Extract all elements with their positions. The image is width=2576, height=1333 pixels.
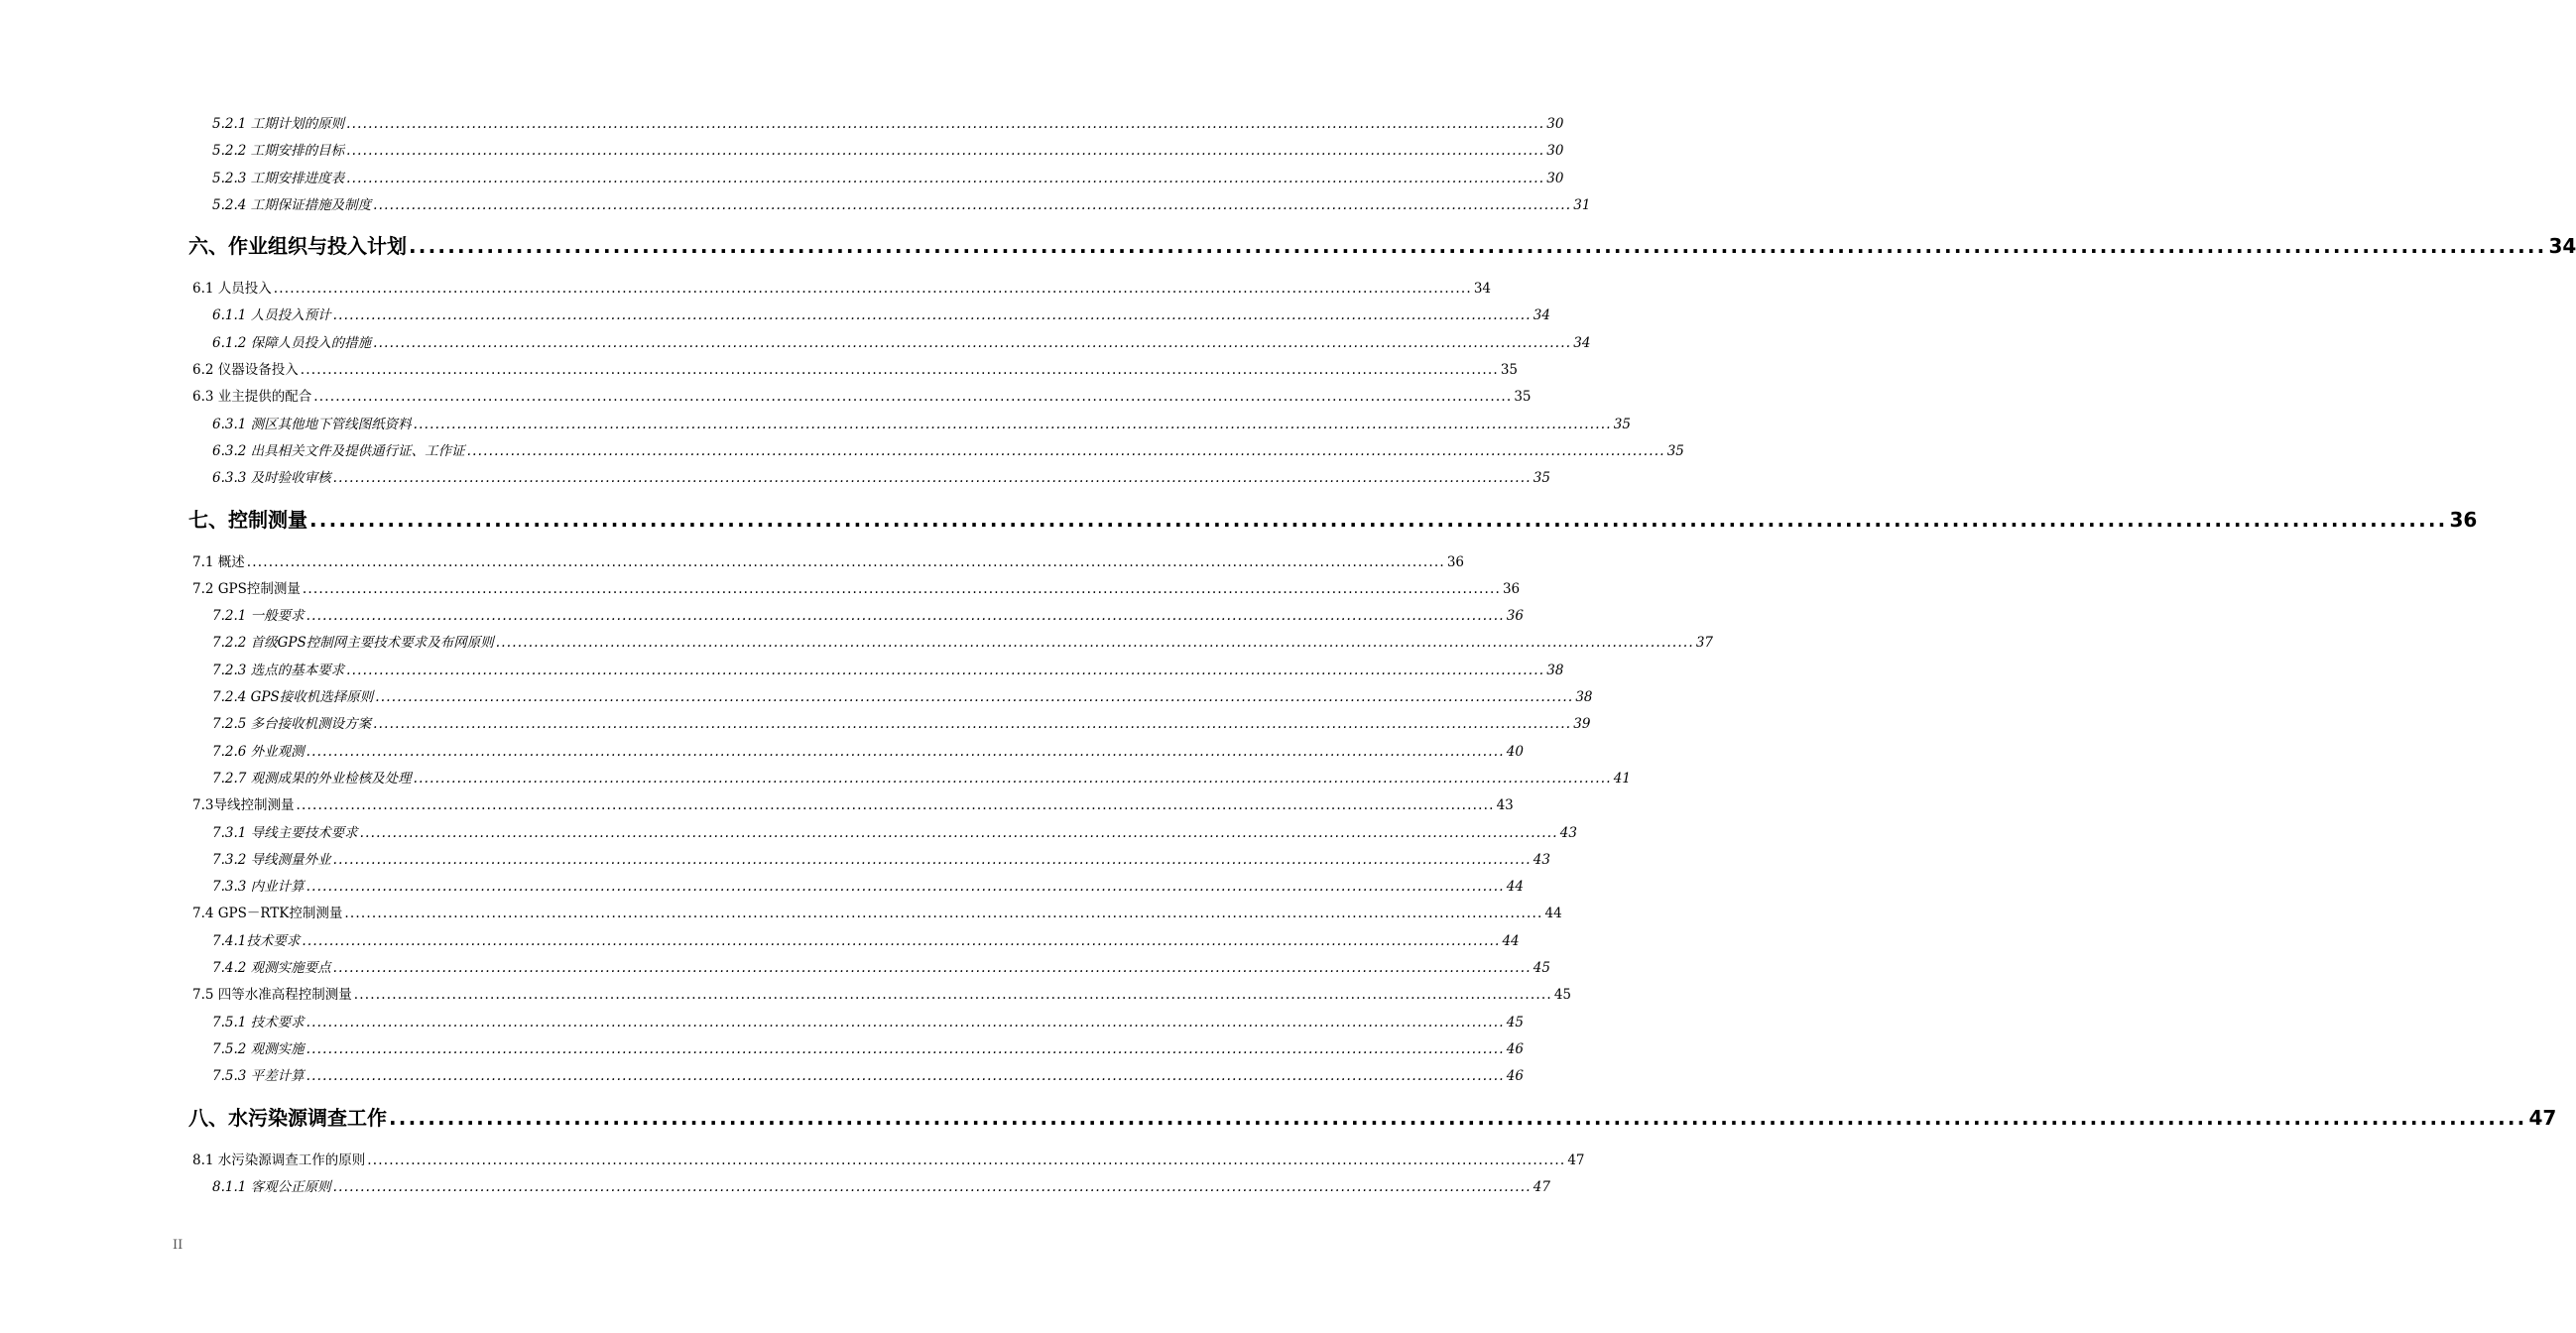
toc-chapter-entry[interactable] <box>188 229 2576 263</box>
toc-entry[interactable] <box>188 603 1524 630</box>
toc-entry[interactable] <box>188 357 1519 384</box>
toc-entry[interactable] <box>188 766 1631 792</box>
toc-entry-label: 7.2.2 首级GPS控制网主要技术要求及布网原则 <box>212 635 494 652</box>
toc-entry-label: 5.2.1 工期计划的原则 <box>212 116 345 132</box>
toc-leader-dots: ............................................................................................................................................................................................................................ <box>375 689 1574 706</box>
toc-leader-dots: ............................................................................................................................................................................................................................ <box>306 879 1505 896</box>
toc-leader-dots: ............................................................................................................................................................................................................................ <box>302 932 1501 949</box>
toc-entry-label: 7.2.4 GPS接收机选择原则 <box>212 689 374 706</box>
toc-entry[interactable] <box>188 711 1591 738</box>
toc-entry-label: 7.4 GPS－RTK控制测量 <box>192 906 343 922</box>
toc-entry[interactable] <box>188 303 1550 329</box>
toc-leader-dots: ............................................................................................................................................................................................................................ <box>332 307 1532 324</box>
toc-entry[interactable] <box>188 111 1564 138</box>
toc-entry-page: 34 <box>2548 234 2576 259</box>
toc-entry-page: 38 <box>1575 689 1593 706</box>
toc-leader-dots: ............................................................................................................................................................................................................................ <box>246 553 1445 570</box>
toc-leader-dots: ............................................................................................................................................................................................................................ <box>332 960 1532 977</box>
toc-entry-label: 7.4.2 观测实施要点 <box>212 960 331 977</box>
toc-entry[interactable] <box>188 1148 1585 1174</box>
toc-leader-dots: ............................................................................................................................................................................................................................ <box>353 987 1552 1004</box>
toc-entry-label: 7.2.1 一般要求 <box>212 608 305 625</box>
toc-leader-dots: ............................................................................................................................................................................................................................ <box>373 334 1572 351</box>
toc-entry-label: 6.3 业主提供的配合 <box>192 389 312 406</box>
toc-leader-dots: ............................................................................................................................................................................................................................ <box>373 716 1572 733</box>
toc-entry-label: 6.1.2 保障人员投入的措施 <box>212 334 372 351</box>
page-number: II <box>173 1238 184 1253</box>
toc-entry-page: 35 <box>1514 389 1532 406</box>
toc-entry[interactable] <box>188 384 1532 411</box>
toc-entry-label: 6.3.1 测区其他地下管线图纸资料 <box>212 416 412 432</box>
toc-entry-page: 34 <box>1473 281 1492 298</box>
toc-entry[interactable] <box>188 928 1520 955</box>
toc-entry-page: 35 <box>1500 362 1519 379</box>
toc-entry-label: 7.4.1技术要求 <box>212 932 301 949</box>
toc-entry-label: 7.5.1 技术要求 <box>212 1014 305 1030</box>
toc-entry[interactable] <box>188 330 1591 357</box>
toc-entry[interactable] <box>188 874 1524 901</box>
toc-leader-dots: ............................................................................................................................................................................................................................ <box>346 143 1545 160</box>
toc-entry-page: 30 <box>1546 170 1564 186</box>
toc-entry[interactable] <box>188 166 1564 192</box>
toc-leader-dots: ............................................................................................................................................................................................................................ <box>409 234 2547 259</box>
toc-leader-dots: ............................................................................................................................................................................................................................ <box>389 1105 2527 1130</box>
toc-entry-label: 6.1 人员投入 <box>192 281 272 298</box>
toc-leader-dots: ............................................................................................................................................................................................................................ <box>346 170 1545 186</box>
toc-entry[interactable] <box>188 1174 1550 1201</box>
toc-entry-page: 36 <box>1446 553 1465 570</box>
toc-leader-dots: ............................................................................................................................................................................................................................ <box>346 116 1545 132</box>
toc-entry-page: 30 <box>1546 116 1564 132</box>
toc-entry[interactable] <box>188 549 1465 576</box>
toc-entry-page: 44 <box>1506 879 1524 896</box>
toc-entry[interactable] <box>188 820 1577 847</box>
toc-entry-page: 36 <box>1502 580 1521 597</box>
toc-entry[interactable] <box>188 1063 1524 1090</box>
toc-entry-page: 43 <box>1533 851 1550 868</box>
toc-entry-label: 7.2.5 多台接收机测设方案 <box>212 716 372 733</box>
toc-entry-page: 47 <box>2528 1105 2557 1130</box>
toc-entry-label: 7.2.7 观测成果的外业检核及处理 <box>212 770 412 787</box>
toc-leader-dots: ............................................................................................................................................................................................................................ <box>413 770 1612 787</box>
toc-entry-page: 46 <box>1506 1068 1524 1085</box>
toc-entry-page: 43 <box>1496 797 1514 814</box>
toc-entry-page: 35 <box>1666 442 1684 459</box>
toc-entry[interactable] <box>188 1010 1524 1036</box>
toc-entry-label: 8.1.1 客观公正原则 <box>212 1178 331 1195</box>
toc-entry[interactable] <box>188 901 1562 927</box>
toc-entry-label: 7.3.1 导线主要技术要求 <box>212 824 358 841</box>
toc-leader-dots: ............................................................................................................................................................................................................................ <box>306 743 1505 760</box>
toc-entry-label: 5.2.4 工期保证措施及制度 <box>212 196 372 213</box>
toc-entry-label: 6.2 仪器设备投入 <box>192 362 299 379</box>
toc-leader-dots: ............................................................................................................................................................................................................................ <box>344 906 1543 922</box>
toc-entry-page: 47 <box>1533 1178 1550 1195</box>
toc-entry-label: 7.2.6 外业观测 <box>212 743 305 760</box>
toc-entry-label: 7.3.2 导线测量外业 <box>212 851 331 868</box>
table-of-contents <box>188 111 2576 1201</box>
toc-entry[interactable] <box>188 739 1524 766</box>
toc-entry-label: 7.2 GPS控制测量 <box>192 580 301 597</box>
toc-leader-dots: ............................................................................................................................................................................................................................ <box>313 389 1513 406</box>
toc-entry[interactable] <box>188 192 1591 219</box>
toc-entry[interactable] <box>188 982 1572 1009</box>
toc-entry-label: 6.3.2 出具相关文件及提供通行证、工作证 <box>212 442 465 459</box>
toc-chapter-entry[interactable] <box>188 503 2478 537</box>
toc-entry[interactable] <box>188 276 1492 303</box>
toc-entry-page: 44 <box>1502 932 1520 949</box>
toc-entry-page: 34 <box>1533 307 1550 324</box>
toc-entry-page: 37 <box>1695 635 1714 652</box>
toc-leader-dots: ............................................................................................................................................................................................................................ <box>346 662 1545 678</box>
toc-entry-label: 5.2.2 工期安排的目标 <box>212 143 345 160</box>
toc-entry-page: 39 <box>1573 716 1591 733</box>
toc-entry[interactable] <box>188 576 1521 603</box>
toc-entry[interactable] <box>188 955 1550 982</box>
toc-entry-page: 34 <box>1573 334 1591 351</box>
toc-entry[interactable] <box>188 684 1593 711</box>
toc-leader-dots: ............................................................................................................................................................................................................................ <box>300 362 1499 379</box>
toc-entry-label: 6.3.3 及时验收审核 <box>212 470 331 487</box>
toc-leader-dots: ............................................................................................................................................................................................................................ <box>306 1014 1505 1030</box>
toc-entry[interactable] <box>188 630 1714 657</box>
toc-leader-dots: ............................................................................................................................................................................................................................ <box>306 1040 1505 1057</box>
toc-entry[interactable] <box>188 465 1550 492</box>
toc-entry-page: 30 <box>1546 143 1564 160</box>
toc-entry-page: 45 <box>1533 960 1550 977</box>
toc-entry-label: 7.2.3 选点的基本要求 <box>212 662 345 678</box>
toc-leader-dots: ............................................................................................................................................................................................................................ <box>309 507 2448 532</box>
toc-entry-page: 38 <box>1546 662 1564 678</box>
toc-entry[interactable] <box>188 792 1514 819</box>
toc-leader-dots: ............................................................................................................................................................................................................................ <box>332 470 1532 487</box>
toc-entry-label: 7.3.3 内业计算 <box>212 879 305 896</box>
toc-entry[interactable] <box>188 658 1564 684</box>
toc-entry-label: 7.5.3 平差计算 <box>212 1068 305 1085</box>
toc-entry-label: 8.1 水污染源调查工作的原则 <box>192 1151 366 1168</box>
toc-entry-page: 44 <box>1544 906 1562 922</box>
toc-leader-dots: ............................................................................................................................................................................................................................ <box>306 608 1505 625</box>
toc-entry-label: 7.5 四等水准高程控制测量 <box>192 987 352 1004</box>
toc-leader-dots: ............................................................................................................................................................................................................................ <box>466 442 1665 459</box>
toc-entry[interactable] <box>188 847 1550 874</box>
toc-entry-label: 7.3导线控制测量 <box>192 797 295 814</box>
toc-entry-page: 35 <box>1533 470 1550 487</box>
toc-entry-label: 7.1 概述 <box>192 553 245 570</box>
toc-entry-label: 六、作业组织与投入计划 <box>188 234 407 259</box>
toc-leader-dots: ............................................................................................................................................................................................................................ <box>302 580 1501 597</box>
toc-entry-label: 6.1.1 人员投入预计 <box>212 307 331 324</box>
toc-leader-dots: ............................................................................................................................................................................................................................ <box>413 416 1612 432</box>
toc-entry-page: 45 <box>1553 987 1572 1004</box>
toc-entry-page: 47 <box>1567 1151 1585 1168</box>
toc-entry-page: 46 <box>1506 1040 1524 1057</box>
toc-entry-label: 七、控制测量 <box>188 507 307 532</box>
toc-leader-dots: ............................................................................................................................................................................................................................ <box>296 797 1495 814</box>
toc-entry-label: 7.5.2 观测实施 <box>212 1040 305 1057</box>
toc-leader-dots: ............................................................................................................................................................................................................................ <box>332 1178 1532 1195</box>
toc-entry-page: 43 <box>1559 824 1577 841</box>
toc-entry-page: 31 <box>1573 196 1591 213</box>
toc-entry[interactable] <box>188 138 1564 165</box>
toc-leader-dots: ............................................................................................................................................................................................................................ <box>367 1151 1566 1168</box>
toc-entry-page: 36 <box>1506 608 1524 625</box>
toc-entry-page: 45 <box>1506 1014 1524 1030</box>
toc-entry-page: 36 <box>2449 507 2478 532</box>
toc-leader-dots: ............................................................................................................................................................................................................................ <box>332 851 1532 868</box>
toc-entry[interactable] <box>188 438 1684 465</box>
toc-entry-label: 八、水污染源调查工作 <box>188 1105 387 1130</box>
toc-entry[interactable] <box>188 1036 1524 1063</box>
toc-chapter-entry[interactable] <box>188 1101 2557 1135</box>
toc-leader-dots: ............................................................................................................................................................................................................................ <box>495 635 1694 652</box>
toc-entry-page: 41 <box>1613 770 1631 787</box>
toc-leader-dots: ............................................................................................................................................................................................................................ <box>273 281 1472 298</box>
toc-leader-dots: ............................................................................................................................................................................................................................ <box>359 824 1558 841</box>
toc-leader-dots: ............................................................................................................................................................................................................................ <box>373 196 1572 213</box>
toc-entry-page: 35 <box>1613 416 1631 432</box>
toc-entry-label: 5.2.3 工期安排进度表 <box>212 170 345 186</box>
toc-leader-dots: ............................................................................................................................................................................................................................ <box>306 1068 1505 1085</box>
toc-entry-page: 40 <box>1506 743 1524 760</box>
toc-entry[interactable] <box>188 412 1631 438</box>
